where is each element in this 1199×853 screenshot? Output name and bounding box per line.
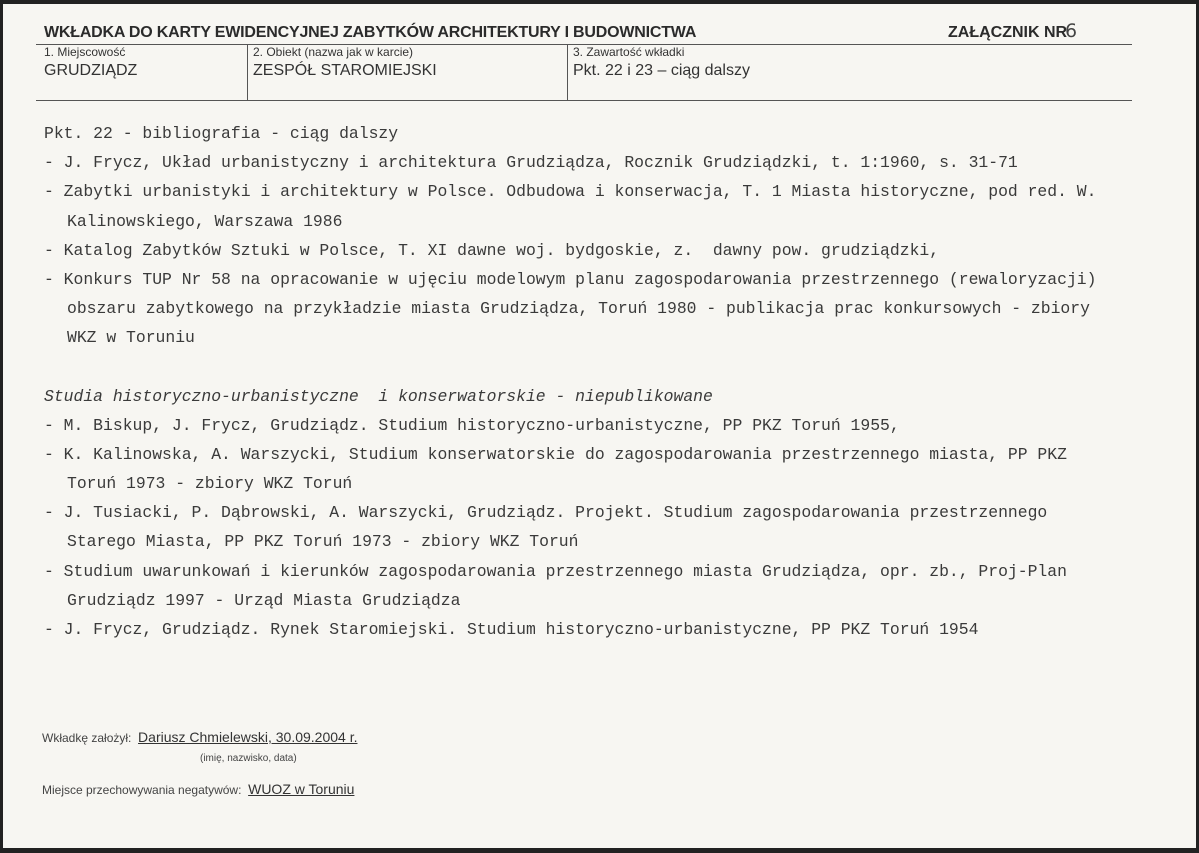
document-body: [44, 119, 1096, 644]
bibliography-line: - Zabytki urbanistyki i architektury w Polsce. Odbudowa i konserwacja, T. 1 Miasta historyczne, pod red. W.: [44, 182, 1097, 202]
bibliography-line: Kalinowskiego, Warszawa 1986: [67, 211, 343, 231]
study-line: - K. Kalinowska, A. Warszycki, Studium konserwatorskie do zagospodarowania przestrzennego miasta, PP PKZ: [44, 444, 1067, 464]
object-value: ZESPÓŁ STAROMIEJSKI: [253, 62, 437, 79]
section-heading: Studia historyczno-urbanistyczne i konserwatorskie - niepublikowane: [44, 386, 713, 406]
bibliography-line: WKZ w Toruniu: [67, 328, 195, 348]
header-bottom-rule: [36, 100, 1132, 101]
study-line: Grudziądz 1997 - Urząd Miasta Grudziądza: [67, 590, 461, 610]
author-value: Dariusz Chmielewski, 30.09.2004 r.: [138, 729, 358, 745]
annex-label: ZAŁĄCZNIK NR: [948, 24, 1068, 41]
column-divider: [567, 44, 568, 100]
contents-value: Pkt. 22 i 23 – ciąg dalszy: [573, 62, 750, 79]
object-label: 2. Obiekt (nazwa jak w karcie): [253, 45, 414, 59]
study-line: - J. Frycz, Grudziądz. Rynek Staromiejski. Studium historyczno-urbanistyczne, PP PKZ Toruń 1954: [44, 620, 979, 639]
study-line: Toruń 1973 - zbiory WKZ Toruń: [67, 474, 353, 494]
author-hint: (imię, nazwisko, data): [200, 753, 297, 764]
bibliography-line: - Konkurs TUP Nr 58 na opracowanie w ujęciu modelowym planu zagospodarowania przestrzennego (rewaloryzacji): [44, 269, 1097, 289]
column-divider: [247, 44, 248, 100]
bibliography-line: - J. Frycz, Układ urbanistyczny i architektura Grudziądza, Rocznik Grudziądzki, t. 1:1960, s. 31-71: [44, 153, 1018, 173]
study-line: - J. Tusiacki, P. Dąbrowski, A. Warszycki, Grudziądz. Projekt. Studium zagospodarowania przestrzennego: [44, 503, 1048, 523]
contents-label: 3. Zawartość wkładki: [573, 45, 685, 59]
study-line: - Studium uwarunkowań i kierunków zagospodarowania przestrzennego miasta Grudziądza, opr. zb., Proj-Plan: [44, 561, 1067, 581]
document-title: WKŁADKA DO KARTY EWIDENCYJNEJ ZABYTKÓW ARCHITEKTURY I BUDOWNICTWA: [44, 24, 697, 41]
annex-number: 6: [1065, 20, 1078, 42]
negatives-value: WUOZ w Toruniu: [248, 781, 355, 797]
negatives-label: Miejsce przechowywania negatywów:: [42, 783, 242, 797]
section-heading: Pkt. 22 - bibliografia - ciąg dalszy: [44, 124, 399, 143]
negatives-row: [42, 781, 354, 797]
locality-value: GRUDZIĄDZ: [44, 62, 138, 79]
author-label: Wkładkę założył:: [42, 731, 132, 745]
author-row: [42, 729, 357, 745]
bibliography-line: - Katalog Zabytków Sztuki w Polsce, T. XI dawne woj. bydgoskie, z. dawny pow. grudziądzki,: [44, 240, 940, 260]
locality-label: 1. Miejscowość: [44, 45, 126, 59]
study-line: Starego Miasta, PP PKZ Toruń 1973 - zbiory WKZ Toruń: [67, 532, 579, 552]
study-line: - M. Biskup, J. Frycz, Grudziądz. Studium historyczno-urbanistyczne, PP PKZ Toruń 1955,: [44, 415, 900, 435]
bibliography-line: obszaru zabytkowego na przykładzie miasta Grudziądza, Toruń 1980 - publikacja prac konkursowych - zbiory: [67, 299, 1090, 319]
